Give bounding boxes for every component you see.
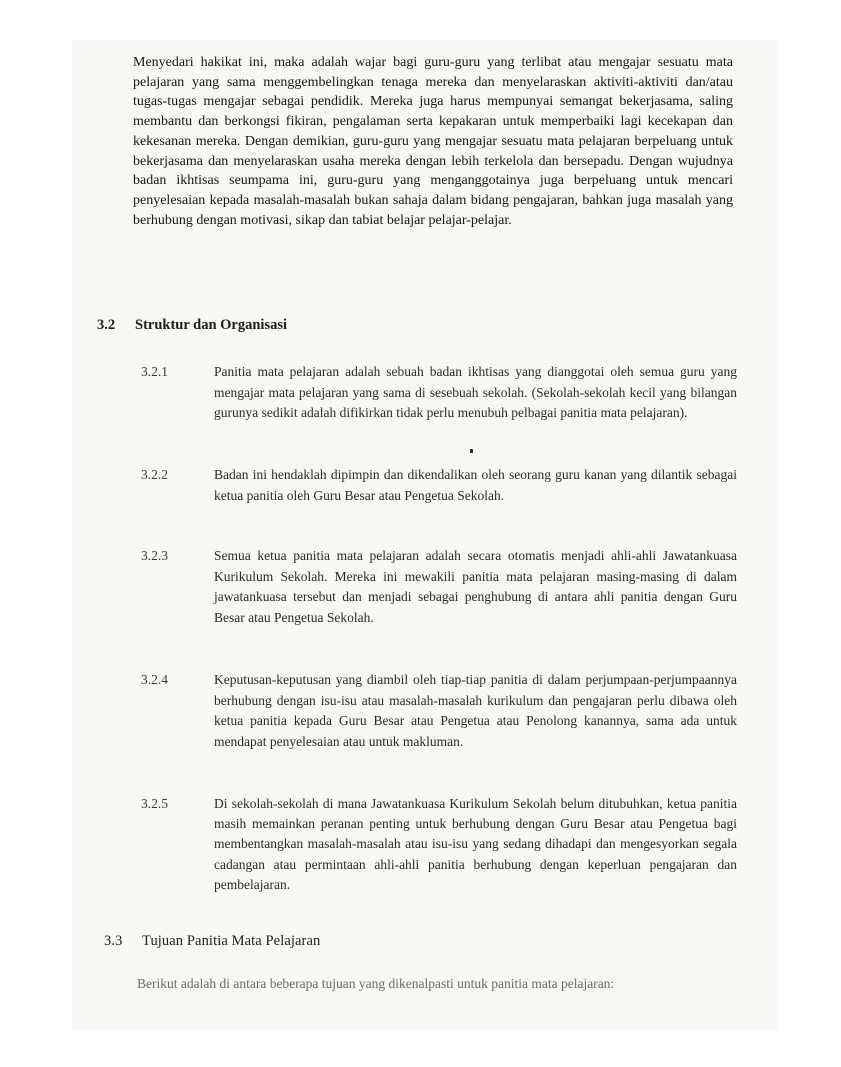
intro-paragraph: Menyedari hakikat ini, maka adalah wajar bagi guru-guru yang terlibat atau mengajar sesuatu mata pelajaran yang sama menggembelingkan tenaga mereka dan menyelaraskan aktiviti-aktiviti dan/atau tugas-tugas mengajar sebagai pendidik. Mereka juga harus mempunyai semangat bekerjasama, saling membantu dan berkongsi fikiran, pengalaman serta kepakaran untuk memperbaiki lagi kecekapan dan kekesanan mereka. Dengan demikian, guru-guru yang mengajar sesuatu mata pelajaran berpeluang untuk bekerjasama dan menyelaraskan usaha mereka dengan lebih terkelola dan bersepadu. Dengan wujudnya badan ikhtisas seumpama ini, guru-guru yang menganggotainya juga berpeluang untuk mencari penyelesaian kepada masalah-masalah bukan sahaja dalam bidang pengajaran, bahkan juga masalah yang berhubung dengan motivasi, sikap dan tabiat belajar pelajar-pelajar. [133,55,733,228]
section-paragraph: Berikut adalah di antara beberapa tujuan yang dikenalpasti untuk panitia mata pelajaran: [137,976,615,991]
clause-text: Semua ketua panitia mata pelajaran adalah secara otomatis menjadi ahli-ahli Jawatankuasa Kurikulum Sekolah. Mereka ini mewakili panitia mata pelajaran masing-masing di dalam jawatankuasa tersebut dan menjadi sebagai penghubung di antara ahli panitia dengan Guru Besar atau Pengetua Sekolah. [214,548,737,625]
clause-number: 3.2.1 [141,364,168,379]
numbered-clause [141,362,737,424]
clause-text: Panitia mata pelajaran adalah sebuah badan ikhtisas yang dianggotai oleh semua guru yang mengajar mata pelajaran yang sama di sesebuah sekolah. (Sekolah-sekolah kecil yang bilangan gurunya sedikit adalah difikirkan tidak perlu menubuh pelbagai panitia mata pelajaran). [214,364,737,420]
section-number: 3.2 [97,317,116,333]
clause-text: Keputusan-keputusan yang diambil oleh tiap-tiap panitia di dalam perjumpaan-perjumpaannya berhubung dengan isu-isu atau masalah-masalah kurikulum dan pengajaran perlu dibawa oleh ketua panitia kepada Guru Besar atau Pengetua atau Penolong kanannya, sama ada untuk mendapat penyelesaian atau untuk makluman. [214,672,737,749]
clause-number: 3.2.2 [141,467,168,482]
scan-speck [470,449,473,453]
clause-number: 3.2.3 [141,548,168,563]
section-heading-3-2 [97,317,287,334]
numbered-clause [141,670,737,752]
section-title: Tujuan Panitia Mata Pelajaran [142,933,321,949]
clause-number: 3.2.4 [141,672,168,687]
section-title: Struktur dan Organisasi [135,317,288,333]
numbered-clause [141,465,737,506]
section-heading-3-3 [104,933,320,950]
clause-text: Badan ini hendaklah dipimpin dan dikendalikan oleh seorang guru kanan yang dilantik sebagai ketua panitia oleh Guru Besar atau Pengetua Sekolah. [214,467,737,503]
clause-number: 3.2.5 [141,796,168,811]
clause-text: Di sekolah-sekolah di mana Jawatankuasa Kurikulum Sekolah belum ditubuhkan, ketua panitia masih memainkan peranan penting untuk berhubung dengan Guru Besar atau Pengetua bagi membentangkan masalah-masalah atau isu-isu yang sedang dihadapi dan mengesyorkan segala cadangan atau permintaan ahli-ahli panitia berhubung dengan keperluan pengajaran dan pembelajaran. [214,796,737,892]
numbered-clause [141,794,737,895]
numbered-clause [141,546,737,628]
section-number: 3.3 [104,933,123,949]
